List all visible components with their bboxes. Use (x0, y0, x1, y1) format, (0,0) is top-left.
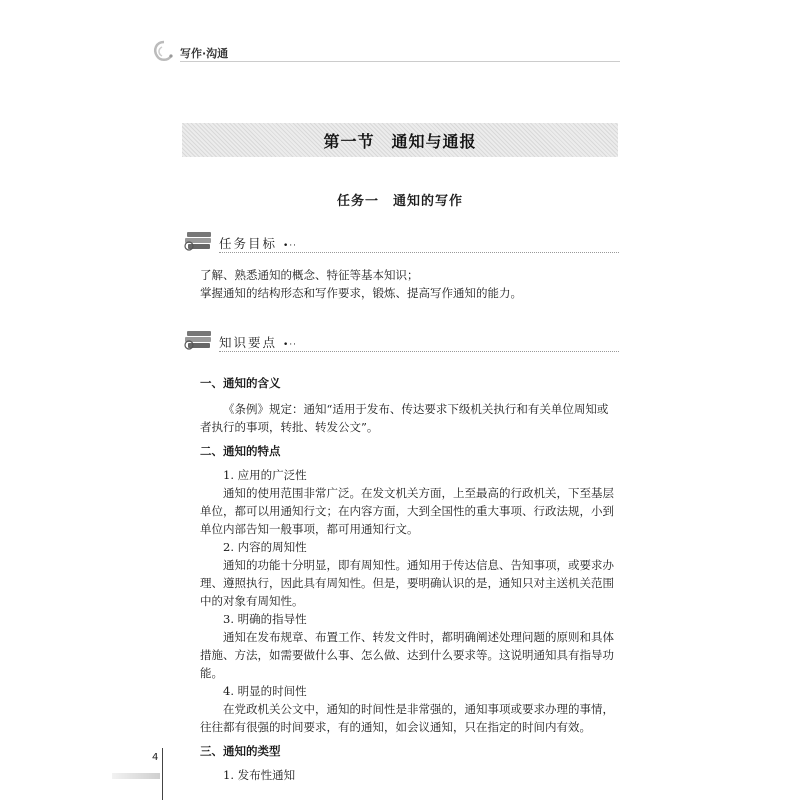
running-header-title: 写作·沟通 (180, 47, 229, 60)
knowledge-heading (183, 327, 619, 353)
objectives-label: 任务目标 •·· (219, 236, 298, 251)
subheading: 3. 明确的指导性 (223, 612, 307, 626)
header-rule (180, 61, 620, 62)
section-title: 第一节 通知与通报 (323, 131, 477, 151)
objective-line: 了解、熟悉通知的概念、特征等基本知识； (200, 268, 419, 282)
dotted-rule (219, 351, 619, 352)
paragraph: 在党政机关公文中，通知的时间性是非常强的，通知事项或要求办理的事情，往往都有很强的时间要求，有的通知，如会议通知，只在指定的时间内有效。 (200, 702, 614, 734)
swirl-logo-icon (150, 38, 178, 66)
paragraph: 通知在发布规章、布置工作、转发文件时，都明确阐述处理问题的原则和具体措施、方法，如需要做什么事、怎么做、达到什么要求等。这说明通知具有指导功能。 (200, 630, 614, 680)
task-title: 任务一 通知的写作 (336, 194, 463, 209)
stacked-books-icon (183, 327, 215, 353)
knowledge-dots: •·· (283, 340, 298, 350)
subheading: 4. 明显的时间性 (223, 684, 307, 698)
objectives-text (200, 266, 618, 302)
heading-types: 三、通知的类型 (200, 744, 281, 758)
gutter-line (162, 748, 163, 800)
heading-meaning: 一、通知的含义 (200, 376, 281, 390)
main-content (200, 374, 618, 784)
objective-line: 掌握通知的结构形态和写作要求，锻炼、提高写作通知的能力。 (200, 286, 522, 300)
stacked-books-icon (183, 228, 215, 254)
subheading: 1. 发布性通知 (223, 768, 296, 782)
subheading: 2. 内容的周知性 (223, 540, 307, 554)
paragraph: 《条例》规定：通知“适用于发布、传达要求下级机关执行和有关单位周知或者执行的事项，转批、转发公文”。 (200, 402, 609, 434)
subheading: 1. 应用的广泛性 (223, 468, 307, 482)
section-banner (182, 123, 618, 157)
running-header (150, 38, 620, 64)
page-number: 4 (152, 752, 159, 763)
knowledge-label: 知识要点 •·· (219, 335, 298, 350)
dotted-rule (219, 252, 619, 253)
objectives-heading (183, 228, 619, 254)
footer-strip (112, 773, 160, 779)
paragraph: 通知的功能十分明显，即有周知性。通知用于传达信息、告知事项，或要求办理、遵照执行，因此具有周知性。但是，要明确认识的是，通知只对主送机关范围中的对象有周知性。 (200, 558, 614, 608)
objectives-dots: •·· (283, 241, 298, 251)
heading-features: 二、通知的特点 (200, 444, 281, 458)
paragraph: 通知的使用范围非常广泛。在发文机关方面，上至最高的行政机关，下至基层单位，都可以用通知行文；在内容方面，大到全国性的重大事项、行政法规，小到单位内部告知一般事项，都可用通知行文。 (200, 486, 614, 536)
